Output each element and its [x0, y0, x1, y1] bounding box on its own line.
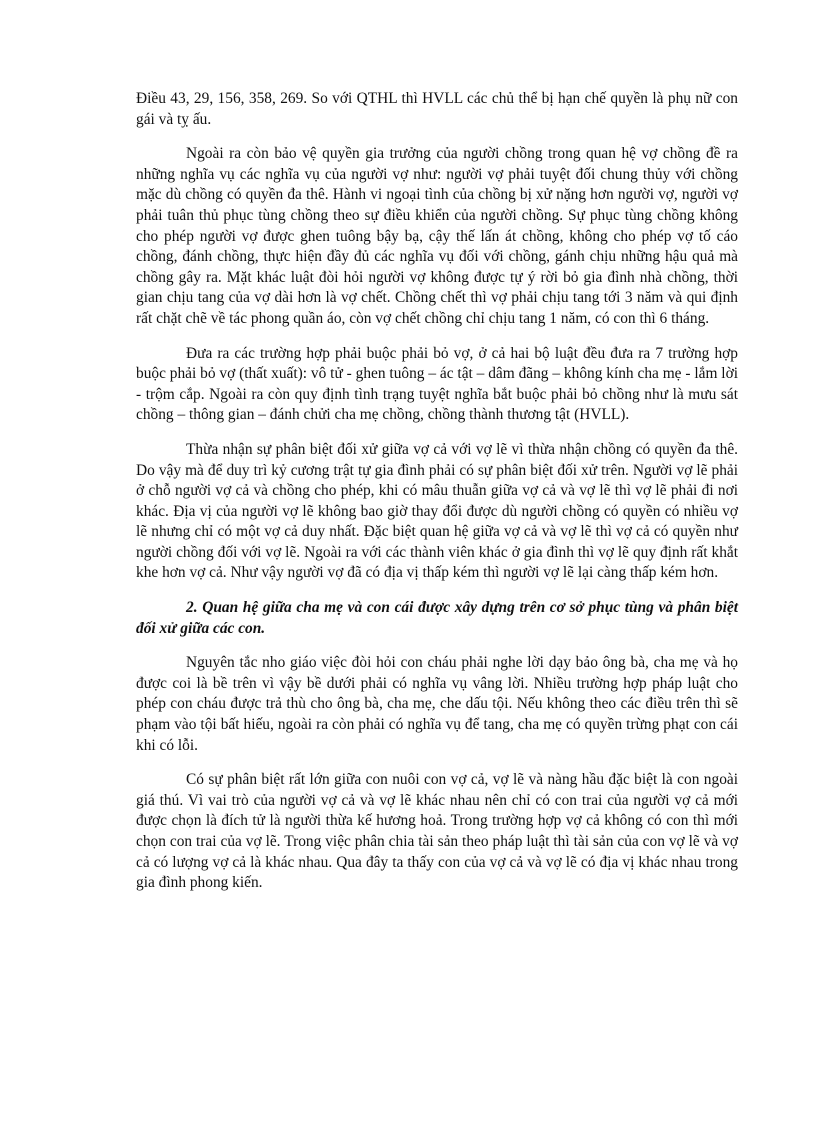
paragraph-4: Thừa nhận sự phân biệt đối xử giữa vợ cả với vợ lẽ vì thừa nhận chồng có quyền đa thê. Do vậy mà để duy trì kỷ cương trật tự gia đình phải có sự phân biệt đối xử trên. Người vợ lẽ phải ở chỗ người vợ cả và chồng cho phép, khi có mâu thuẫn giữa vợ cả và vợ lẽ thì vợ lẽ phải đi nơi khác. Địa vị của người vợ lẽ không bao giờ thay đổi được dù người chồng có quyền có nhiều vợ lẽ nhưng chỉ có một vợ cả duy nhất. Đặc biệt quan hệ giữa vợ cả và vợ lẽ thì vợ cả có quyền như người chồng đối với vợ lẽ. Ngoài ra với các thành viên khác ở gia đình thì vợ lẽ quy định rất khắt khe hơn vợ cả. Như vậy người vợ đã có địa vị thấp kém thì người vợ lẽ lại càng thấp kém hơn.: [136, 440, 738, 582]
paragraph-1: Điều 43, 29, 156, 358, 269. So với QTHL thì HVLL các chủ thể bị hạn chế quyền là phụ nữ con gái và tỵ ấu.: [136, 90, 738, 128]
paragraph-2: Ngoài ra còn bảo vệ quyền gia trưởng của người chồng trong quan hệ vợ chồng đề ra những nghĩa vụ các nghĩa vụ của người vợ như: người vợ phải tuyệt đối chung thủy với chồng mặc dù chồng có quyền đa thê. Hành vi ngoại tình của chồng bị xử nặng hơn người vợ, người vợ phải tuân thủ phục tùng chồng theo sự điều khiển của người chồng. Sự phục tùng chồng không cho phép người vợ được ghen tuông bậy bạ, cậy thế lấn át chồng, không cho phép vợ tố cáo chồng, đánh chồng, thực hiện đầy đủ các nghĩa vụ đối với chồng, gánh chịu những hậu quả mà chồng gây ra. Mặt khác luật đòi hỏi người vợ không được tự ý rời bỏ gia đình nhà chồng, thời gian chịu tang của vợ dài hơn là vợ chết. Chồng chết thì vợ phải chịu tang tới 3 năm và qui định rất chặt chẽ về tác phong quần áo, còn vợ chết chồng chỉ chịu tang 1 năm, có con thì 6 tháng.: [136, 145, 738, 327]
section-heading: 2. Quan hệ giữa cha mẹ và con cái được xây dựng trên cơ sở phục tùng và phân biệt đối xử giữa các con.: [136, 599, 738, 637]
paragraph-5: Nguyên tắc nho giáo việc đòi hỏi con cháu phải nghe lời dạy bảo ông bà, cha mẹ và họ được coi là bề trên vì vậy bề dưới phải có nghĩa vụ vâng lời. Nhiều trường hợp pháp luật cho phép con cháu được trả thù cho ông bà, cha mẹ, che dấu tội. Nếu không theo các điều trên thì sẽ phạm vào tội bất hiếu, ngoài ra còn phải có nghĩa vụ để tang, cha mẹ có quyền trừng phạt con cái khi có lỗi.: [136, 654, 738, 754]
paragraph-6: Có sự phân biệt rất lớn giữa con nuôi con vợ cả, vợ lẽ và nàng hầu đặc biệt là con ngoài giá thú. Vì vai trò của người vợ cả và vợ lẽ khác nhau nên chỉ có con trai của người vợ cả mới được chọn là đích tử là người thừa kế hương hoả. Trong trường hợp vợ cả không có con thì mới chọn con trai của vợ lẽ. Trong việc phân chia tài sản theo pháp luật thì tài sản của con vợ lẽ và vợ cả có lượng vợ cả là khác nhau. Qua đây ta thấy con của vợ cả và vợ lẽ có địa vị khác nhau trong gia đình phong kiến.: [136, 771, 738, 892]
paragraph-3: Đưa ra các trường hợp phải buộc phải bỏ vợ, ở cả hai bộ luật đều đưa ra 7 trường hợp buộc phải bỏ vợ (thất xuất): vô tử - ghen tuông – ác tật – dâm đãng – không kính cha mẹ - lắm lời - trộm cắp. Ngoài ra còn quy định tình trạng tuyệt nghĩa bắt buộc phải bỏ chồng như là mưu sát chồng – thông gian – đánh chửi cha mẹ chồng, chồng thành thương tật (HVLL).: [136, 344, 738, 424]
document-page: [136, 89, 738, 908]
